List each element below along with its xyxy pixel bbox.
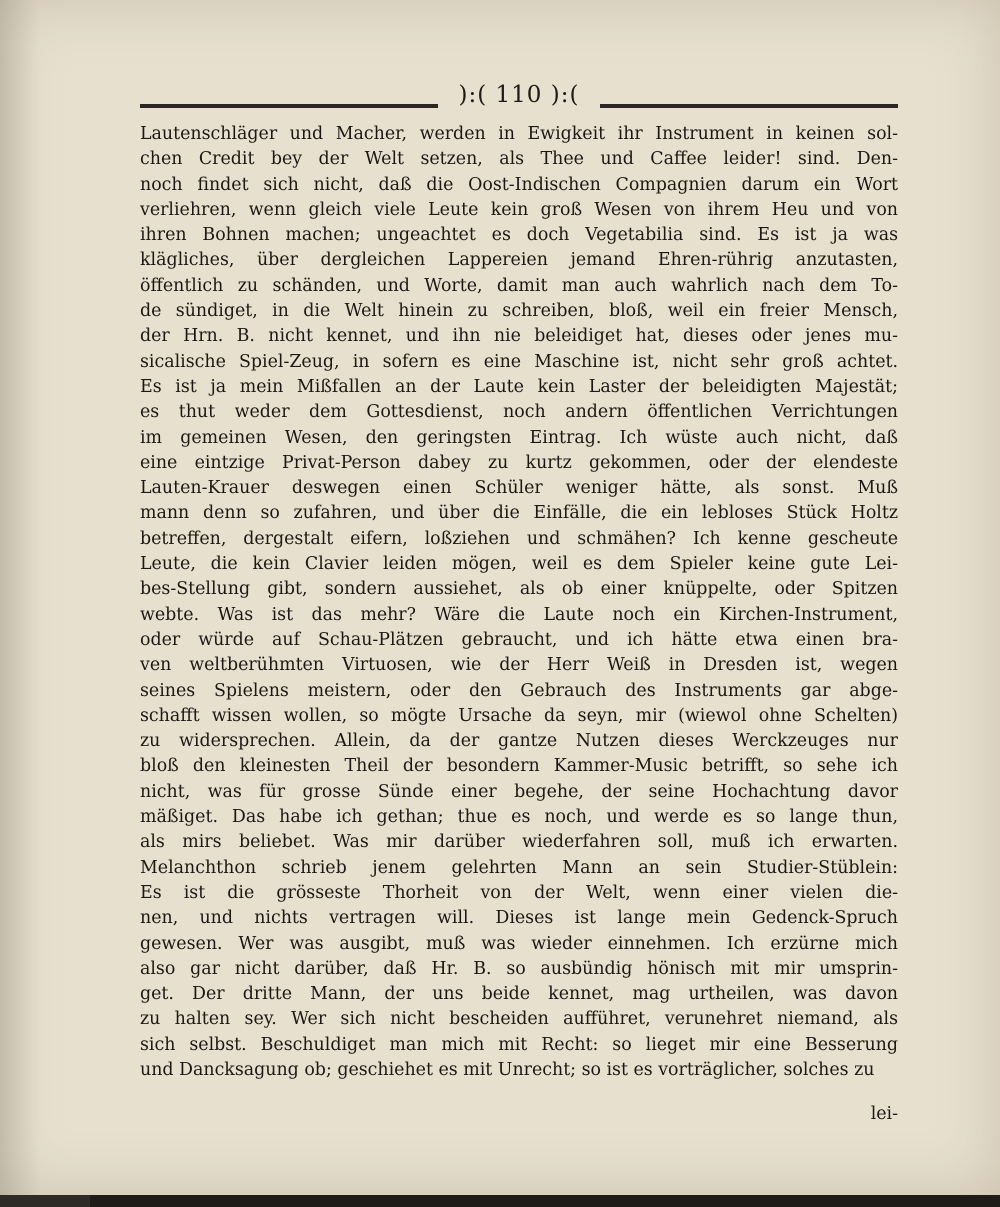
text-line: Es ist die grösseste Thorheit von der Welt, wenn einer vielen die- bbox=[140, 882, 898, 903]
page-header bbox=[140, 78, 898, 118]
text-line: sich selbst. Beschuldiget man mich mit Recht: so lieget mir eine Besserung bbox=[140, 1034, 898, 1055]
text-line: noch findet sich nicht, daß die Oost-Indischen Compagnien darum ein Wort bbox=[140, 174, 898, 195]
text-line: als mirs beliebet. Was mir darüber wiederfahren soll, muß ich erwarten. bbox=[140, 832, 898, 853]
page-bottom-edge bbox=[90, 1195, 1000, 1207]
text-line: öffentlich zu schänden, und Worte, damit man auch wahrlich nach dem To- bbox=[140, 275, 898, 296]
text-line: schafft wissen wollen, so mögte Ursache da seyn, mir (wiewol ohne Schelten) bbox=[140, 705, 898, 726]
text-line: zu widersprechen. Allein, da der gantze Nutzen dieses Werckzeuges nur bbox=[140, 731, 898, 752]
text-line: Lauten-Krauer deswegen einen Schüler weniger hätte, als sonst. Muß bbox=[140, 478, 898, 499]
page-number: ):( 110 ):( bbox=[458, 82, 580, 108]
text-line: get. Der dritte Mann, der uns beide kennet, mag urtheilen, was davon bbox=[140, 984, 898, 1005]
text-line: mann denn so zufahren, und über die Einfälle, die ein lebloses Stück Holtz bbox=[140, 503, 898, 524]
text-line: es thut weder dem Gottesdienst, noch andern öffentlichen Verrichtungen bbox=[140, 402, 898, 423]
text-line: nen, und nichts vertragen will. Dieses ist lange mein Gedenck-Spruch bbox=[140, 908, 898, 929]
text-line: Leute, die kein Clavier leiden mögen, weil es dem Spieler keine gute Lei- bbox=[140, 554, 898, 575]
catchword: lei- bbox=[870, 1104, 898, 1124]
header-rule-left bbox=[140, 104, 438, 108]
header-rule-right bbox=[600, 104, 898, 108]
text-line: Es ist ja mein Mißfallen an der Laute kein Laster der beleidigten Majestät; bbox=[140, 376, 898, 397]
text-line: ven weltberühmten Virtuosen, wie der Herr Weiß in Dresden ist, wegen bbox=[140, 655, 898, 676]
text-line: zu halten sey. Wer sich nicht bescheiden aufführet, verunehret niemand, als bbox=[140, 1009, 898, 1030]
text-line: bloß den kleinesten Theil der besondern Kammer-Music betrifft, so sehe ich bbox=[140, 756, 898, 777]
text-line: seines Spielens meistern, oder den Gebrauch des Instruments gar abge- bbox=[140, 680, 898, 701]
body-text bbox=[140, 122, 898, 1083]
text-line: verliehren, wenn gleich viele Leute kein groß Wesen von ihrem Heu und von bbox=[140, 199, 898, 220]
text-line: nicht, was für grosse Sünde einer begehe, der seine Hochachtung davor bbox=[140, 781, 898, 802]
text-line: sicalische Spiel-Zeug, in sofern es eine Maschine ist, nicht sehr groß achtet. bbox=[140, 351, 898, 372]
text-line: betreffen, dergestalt eifern, loßziehen und schmähen? Ich kenne gescheute bbox=[140, 528, 898, 549]
text-line: ihren Bohnen machen; ungeachtet es doch Vegetabilia sind. Es ist ja was bbox=[140, 225, 898, 246]
text-line: mäßiget. Das habe ich gethan; thue es noch, und werde es so lange thun, bbox=[140, 807, 898, 828]
text-line: oder würde auf Schau-Plätzen gebraucht, und ich hätte etwa einen bra- bbox=[140, 629, 898, 650]
text-line: gewesen. Wer was ausgibt, muß was wieder einnehmen. Ich erzürne mich bbox=[140, 933, 898, 954]
text-line: eine eintzige Privat-Person dabey zu kurtz gekommen, oder der elendeste bbox=[140, 452, 898, 473]
text-line: Lautenschläger und Macher, werden in Ewigkeit ihr Instrument in keinen sol- bbox=[140, 124, 898, 144]
text-line: Melanchthon schrieb jenem gelehrten Mann an sein Studier-Stüblein: bbox=[140, 857, 898, 878]
text-line: de sündiget, in die Welt hinein zu schreiben, bloß, weil ein freier Mensch, bbox=[140, 301, 898, 322]
text-line: bes-Stellung gibt, sondern aussiehet, als ob einer knüppelte, oder Spitzen bbox=[140, 579, 898, 600]
text-line: webte. Was ist das mehr? Wäre die Laute noch ein Kirchen-Instrument, bbox=[140, 604, 898, 625]
text-line: klägliches, über dergleichen Lappereien jemand Ehren-rührig anzutasten, bbox=[140, 250, 898, 271]
text-line: der Hrn. B. nicht kennet, und ihn nie beleidiget hat, dieses oder jenes mu- bbox=[140, 326, 898, 347]
text-line: chen Credit bey der Welt setzen, als Thee und Caffee leider! sind. Den- bbox=[140, 149, 898, 170]
text-line: im gemeinen Wesen, den geringsten Eintrag. Ich wüste auch nicht, daß bbox=[140, 427, 898, 448]
text-line: also gar nicht darüber, daß Hr. B. so ausbündig hönisch mit mir umsprin- bbox=[140, 958, 898, 979]
text-line: und Dancksagung ob; geschiehet es mit Unrecht; so ist es vorträglicher, solches zu bbox=[140, 1059, 875, 1080]
